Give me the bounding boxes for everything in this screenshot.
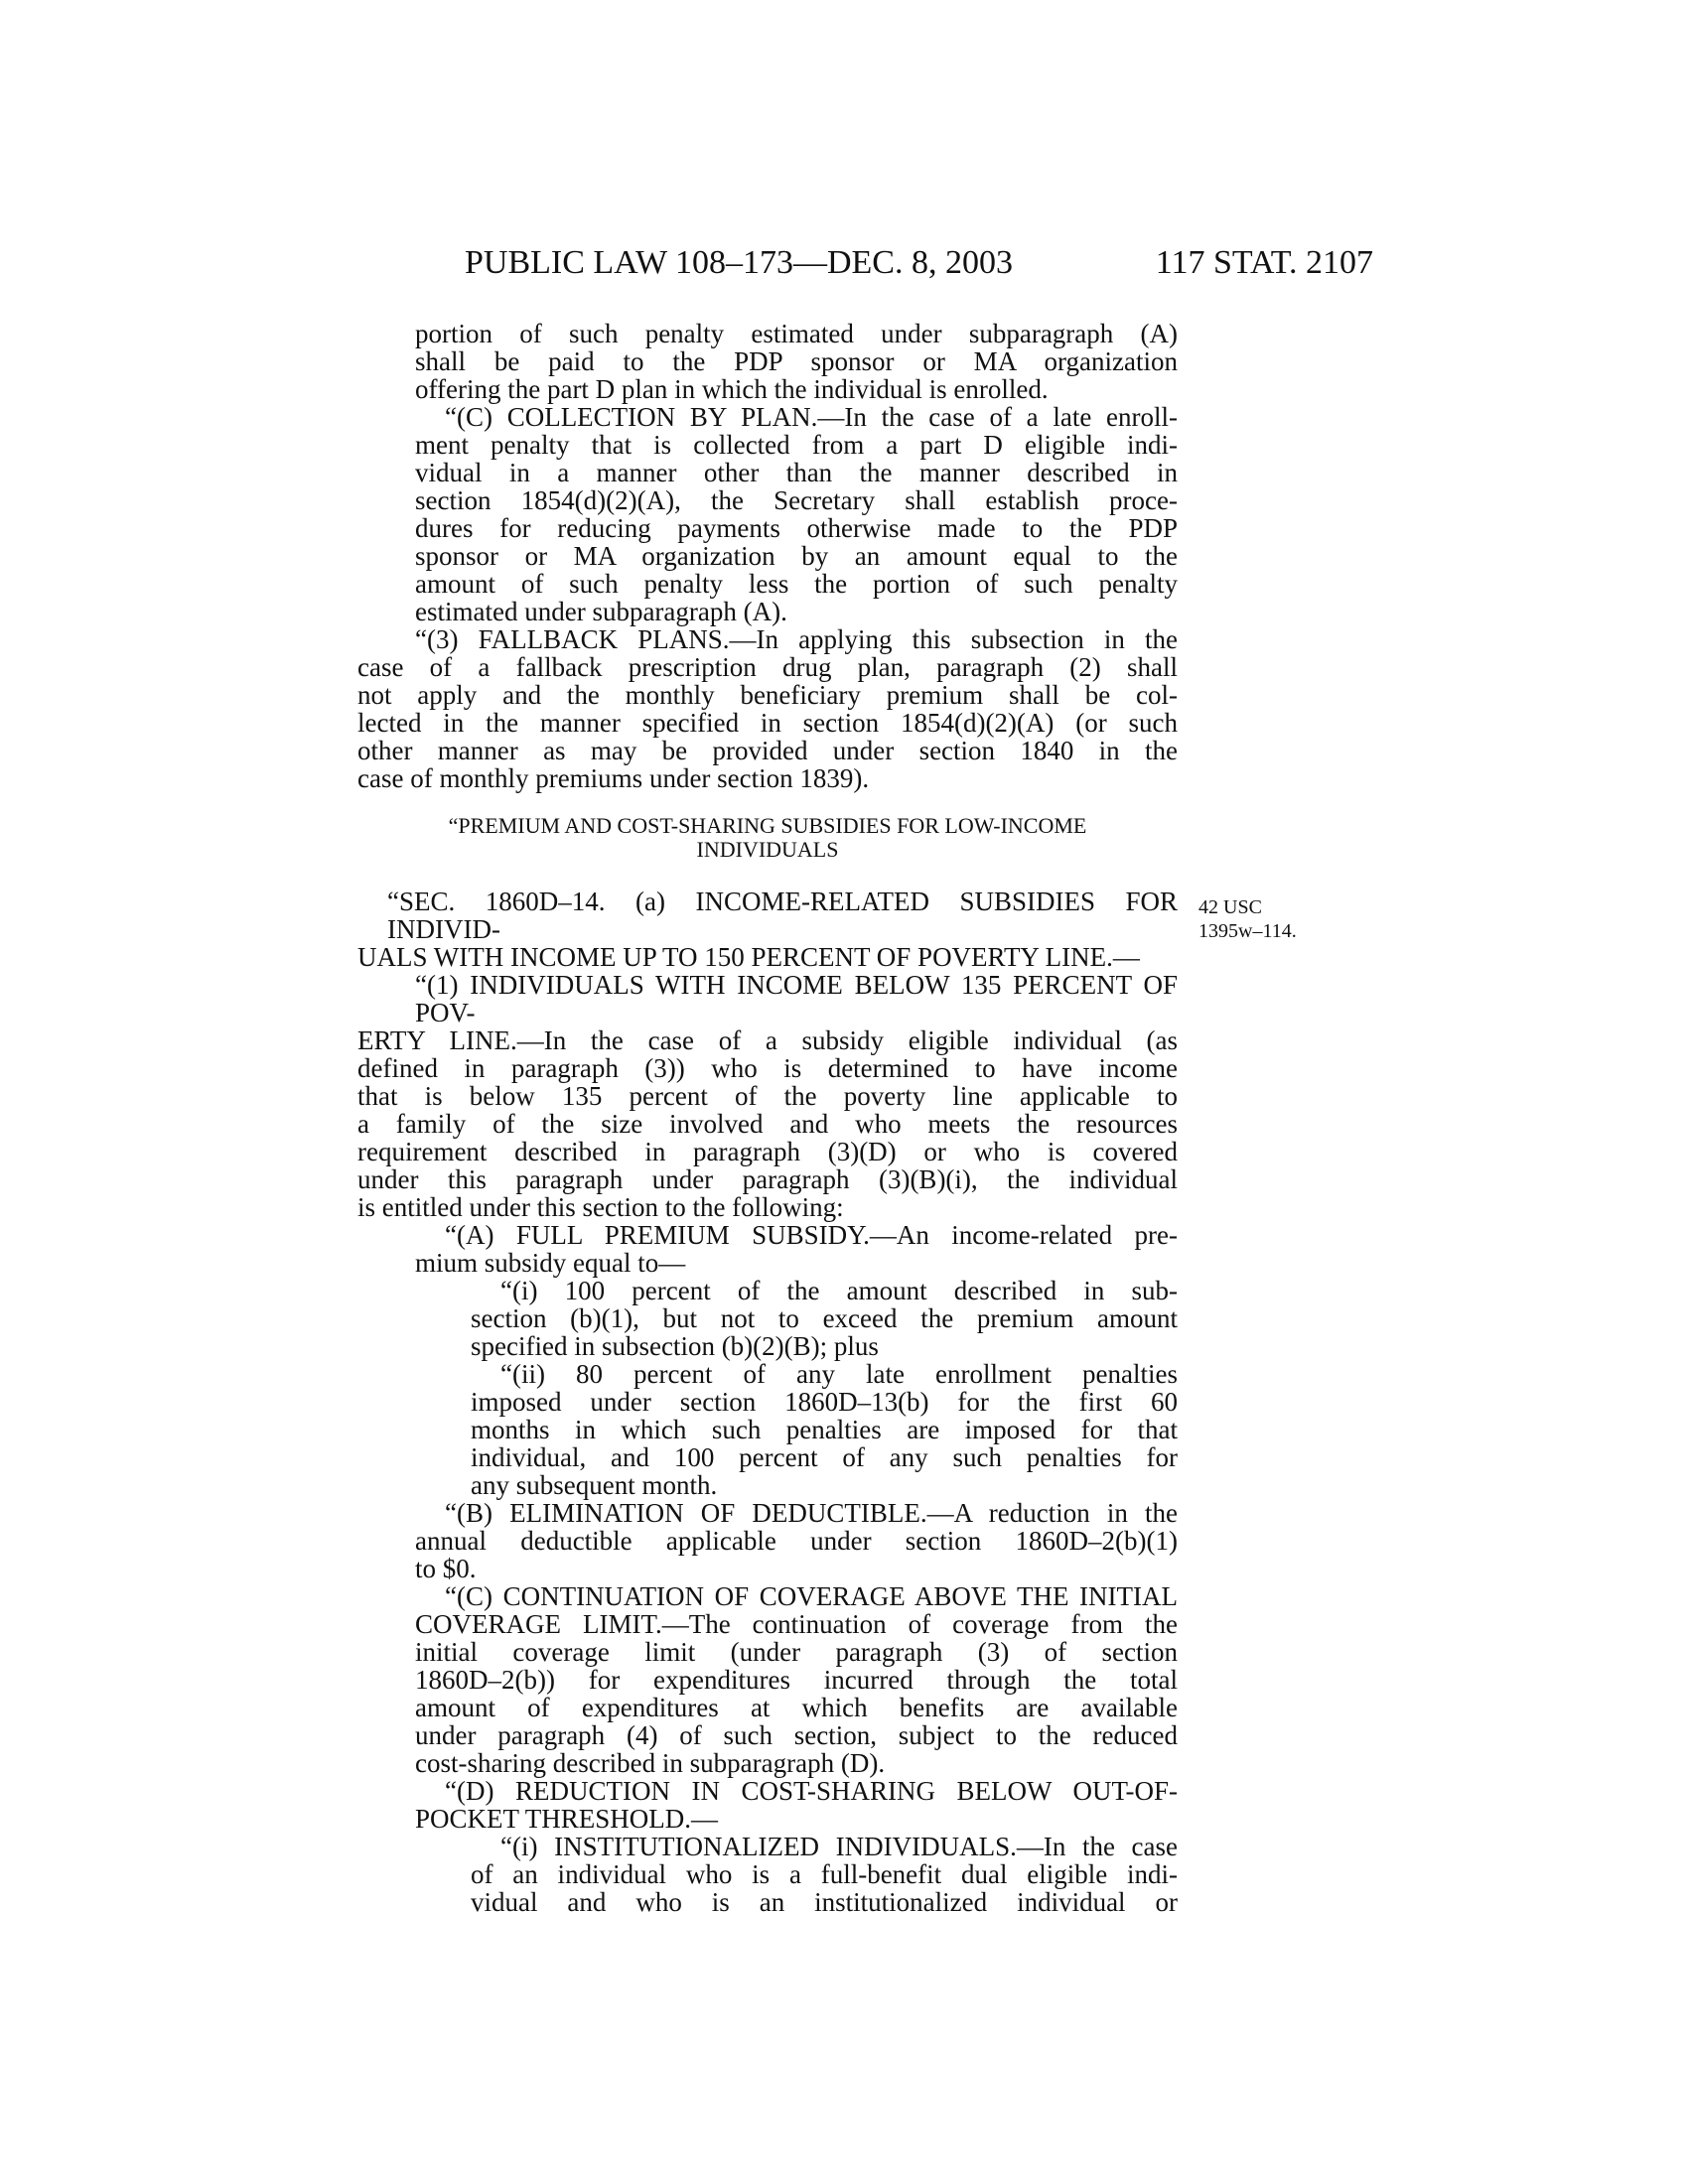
paragraph bbox=[357, 625, 1178, 792]
text-line: 1860D–2(b)) for expenditures incurred through the total bbox=[415, 1665, 1178, 1695]
text-line: “(B) ELIMINATION OF DEDUCTIBLE.—A reduction in the bbox=[445, 1498, 1178, 1528]
text-line: months in which such penalties are imposed for that bbox=[471, 1415, 1178, 1444]
text-line: “(ii) 80 percent of any late enrollment penalties bbox=[500, 1359, 1178, 1389]
text-line: section 1854(d)(2)(A), the Secretary shall establish proce- bbox=[415, 485, 1178, 515]
text-line: not apply and the monthly beneficiary premium shall be col- bbox=[357, 680, 1178, 710]
text-line: amount of such penalty less the portion of such penalty bbox=[415, 569, 1178, 599]
text-line: under this paragraph under paragraph (3)(B)(i), the individual bbox=[357, 1164, 1178, 1194]
text-line: “(D) REDUCTION IN COST-SHARING BELOW OUT-OF- bbox=[445, 1776, 1178, 1806]
paragraph bbox=[357, 1221, 1178, 1277]
text-line: individual, and 100 percent of any such penalties for bbox=[471, 1442, 1178, 1472]
text-line: a family of the size involved and who meets the resources bbox=[357, 1109, 1178, 1139]
text-line: “(1) INDIVIDUALS WITH INCOME BELOW 135 PERCENT OF POV- bbox=[415, 970, 1178, 1027]
document-body bbox=[357, 320, 1178, 1916]
text-line: “SEC. 1860D–14. (a) INCOME-RELATED SUBSIDIES FOR INDIVID- bbox=[387, 887, 1178, 944]
text-line: “(C) CONTINUATION OF COVERAGE ABOVE THE INITIAL bbox=[445, 1581, 1178, 1611]
text-line: “PREMIUM AND COST-SHARING SUBSIDIES FOR LOW-INCOME bbox=[448, 813, 1087, 838]
text-line: COVERAGE LIMIT.—The continuation of coverage from the bbox=[415, 1609, 1178, 1639]
text-line: POCKET THRESHOLD.— bbox=[415, 1804, 719, 1834]
text-line: that is below 135 percent of the poverty line applicable to bbox=[357, 1081, 1178, 1111]
paragraph bbox=[357, 1499, 1178, 1582]
paragraph bbox=[357, 1277, 1178, 1360]
text-line: “(i) INSTITUTIONALIZED INDIVIDUALS.—In the case bbox=[500, 1832, 1178, 1861]
text-line: case of monthly premiums under section 1839). bbox=[357, 763, 870, 793]
text-line: vidual and who is an institutionalized individual or bbox=[471, 1887, 1178, 1917]
text-line: case of a fallback prescription drug plan, paragraph (2) shall bbox=[357, 652, 1178, 682]
running-head-title: PUBLIC LAW 108–173—DEC. 8, 2003 bbox=[465, 244, 1013, 281]
text-line: imposed under section 1860D–13(b) for the first 60 bbox=[471, 1387, 1178, 1417]
text-line: estimated under subparagraph (A). bbox=[415, 597, 787, 626]
text-line: “(A) FULL PREMIUM SUBSIDY.—An income-related pre- bbox=[445, 1220, 1178, 1250]
paragraph bbox=[357, 1582, 1178, 1777]
text-line: sponsor or MA organization by an amount equal to the bbox=[415, 541, 1178, 571]
text-line: annual deductible applicable under section 1860D–2(b)(1) bbox=[415, 1526, 1178, 1556]
text-line: shall be paid to the PDP sponsor or MA organization bbox=[415, 346, 1178, 376]
text-line: to $0. bbox=[415, 1554, 477, 1583]
page-number: 117 STAT. 2107 bbox=[1155, 244, 1373, 281]
margin-citation-line: 1395w–114. bbox=[1198, 920, 1297, 942]
text-line: INDIVIDUALS bbox=[696, 837, 839, 862]
text-line: requirement described in paragraph (3)(D) or who is covered bbox=[357, 1137, 1178, 1166]
text-line: other manner as may be provided under section 1840 in the bbox=[357, 736, 1178, 765]
text-line: initial coverage limit (under paragraph (3) of section bbox=[415, 1637, 1178, 1667]
paragraph bbox=[357, 403, 1178, 625]
text-line: lected in the manner specified in section 1854(d)(2)(A) (or such bbox=[357, 708, 1178, 738]
margin-citation-line: 42 USC bbox=[1198, 896, 1262, 918]
text-line: section (b)(1), but not to exceed the premium amount bbox=[471, 1303, 1178, 1333]
text-line: ment penalty that is collected from a part D eligible indi- bbox=[415, 430, 1178, 460]
text-line: dures for reducing payments otherwise made to the PDP bbox=[415, 513, 1178, 543]
text-line: amount of expenditures at which benefits are available bbox=[415, 1693, 1178, 1722]
text-line: of an individual who is a full-benefit dual eligible indi- bbox=[471, 1859, 1178, 1889]
text-line: cost-sharing described in subparagraph (D). bbox=[415, 1748, 886, 1778]
text-line: “(i) 100 percent of the amount described in sub- bbox=[500, 1276, 1178, 1305]
text-line: offering the part D plan in which the individual is enrolled. bbox=[415, 374, 1049, 404]
paragraph bbox=[357, 971, 1178, 1221]
text-line: specified in subsection (b)(2)(B); plus bbox=[471, 1331, 879, 1361]
margin-citation bbox=[1198, 895, 1357, 943]
text-line: UALS WITH INCOME UP TO 150 PERCENT OF POVERTY LINE.— bbox=[357, 942, 1140, 972]
text-line: any subsequent month. bbox=[471, 1470, 718, 1500]
text-line: is entitled under this section to the following: bbox=[357, 1192, 844, 1222]
paragraph bbox=[357, 1360, 1178, 1499]
paragraph bbox=[357, 1833, 1178, 1916]
paragraph bbox=[357, 887, 1178, 971]
text-line: “(3) FALLBACK PLANS.—In applying this subsection in the bbox=[415, 624, 1178, 654]
paragraph bbox=[357, 1777, 1178, 1833]
section-heading bbox=[357, 814, 1178, 862]
text-line: mium subsidy equal to— bbox=[415, 1248, 686, 1278]
text-line: vidual in a manner other than the manner described in bbox=[415, 458, 1178, 487]
paragraph bbox=[357, 320, 1178, 403]
text-line: ERTY LINE.—In the case of a subsidy eligible individual (as bbox=[357, 1025, 1178, 1055]
text-line: portion of such penalty estimated under subparagraph (A) bbox=[415, 319, 1178, 348]
text-line: defined in paragraph (3)) who is determined to have income bbox=[357, 1053, 1178, 1083]
text-line: “(C) COLLECTION BY PLAN.—In the case of a late enroll- bbox=[445, 402, 1178, 432]
page-header bbox=[465, 243, 1373, 283]
text-line: under paragraph (4) of such section, subject to the reduced bbox=[415, 1720, 1178, 1750]
